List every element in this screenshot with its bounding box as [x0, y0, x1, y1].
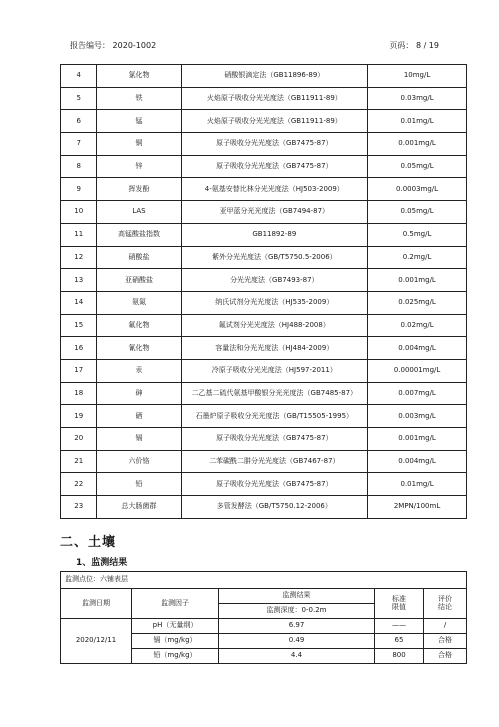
method-row — [61, 110, 467, 133]
detection-limit: 0.025mg/L — [368, 291, 467, 314]
header-factor: 监测因子 — [132, 589, 219, 619]
row-number: 11 — [61, 223, 97, 246]
method-row — [61, 223, 467, 246]
row-number: 4 — [61, 65, 97, 88]
method-name: 容量法和分光光度法（HJ484-2009） — [181, 337, 368, 360]
row-number: 13 — [61, 269, 97, 292]
method-name: GB11892-89 — [181, 223, 368, 246]
method-row — [61, 405, 467, 428]
header-evaluation-line2: 结论 — [438, 602, 452, 611]
soil-row — [61, 619, 467, 634]
method-name: 原子吸收分光光度法（GB7475-87） — [181, 133, 368, 156]
method-name: 氟试剂分光光度法（HJ488-2008） — [181, 314, 368, 337]
method-row — [61, 269, 467, 292]
header-date: 监测日期 — [61, 589, 132, 619]
method-row — [61, 246, 467, 269]
methods-table — [60, 64, 467, 519]
method-row — [61, 65, 467, 88]
method-row — [61, 450, 467, 473]
soil-results-table — [60, 571, 467, 664]
report-number-label: 报告编号： — [70, 41, 110, 50]
soil-header-row — [61, 589, 467, 604]
item-name: 砷 — [97, 382, 181, 405]
report-number — [70, 40, 156, 51]
row-number: 22 — [61, 473, 97, 496]
monitoring-location: 监测点位：六铺表层 — [61, 572, 467, 589]
detection-limit: 0.03mg/L — [368, 87, 467, 110]
method-name: 紫外分光光度法（GB/T5750.5-2006） — [181, 246, 368, 269]
page-number — [389, 40, 439, 51]
method-row — [61, 496, 467, 519]
row-number: 6 — [61, 110, 97, 133]
method-row — [61, 473, 467, 496]
method-name: 分光光度法（GB7493-87） — [181, 269, 368, 292]
method-name: 4-氨基安替比林分光光度法（HJ503-2009） — [181, 178, 368, 201]
method-row — [61, 314, 467, 337]
detection-limit: 0.01mg/L — [368, 110, 467, 133]
method-name: 纳氏试剂分光光度法（HJ535-2009） — [181, 291, 368, 314]
item-name: 高锰酸盐指数 — [97, 223, 181, 246]
method-name: 亚甲蓝分光光度法（GB7494-87） — [181, 201, 368, 224]
row-number: 15 — [61, 314, 97, 337]
item-name: LAS — [97, 201, 181, 224]
detection-limit: 0.003mg/L — [368, 405, 467, 428]
item-name: 硝酸盐 — [97, 246, 181, 269]
detection-limit: 0.2mg/L — [368, 246, 467, 269]
detection-limit: 0.004mg/L — [368, 337, 467, 360]
sample-date: 2020/12/11 — [61, 619, 132, 664]
item-name: 锌 — [97, 155, 181, 178]
subsection-title: 1、监测结果 — [76, 558, 128, 568]
detection-limit: 2MPN/100mL — [368, 496, 467, 519]
item-name: 铅 — [97, 473, 181, 496]
item-name: 总大肠菌群 — [97, 496, 181, 519]
method-row — [61, 359, 467, 382]
soil-location-row — [61, 572, 467, 589]
item-name: 挥发酚 — [97, 178, 181, 201]
limit-cell: —— — [375, 619, 424, 634]
method-row — [61, 87, 467, 110]
method-name: 二苯碳酰二肼分光光度法（GB7467-87） — [181, 450, 368, 473]
row-number: 12 — [61, 246, 97, 269]
detection-limit: 0.001mg/L — [368, 428, 467, 451]
method-name: 冷原子吸收分光光度法（HJ597-2011） — [181, 359, 368, 382]
method-name: 硝酸银滴定法（GB11896-89） — [181, 65, 368, 88]
row-number: 5 — [61, 87, 97, 110]
method-row — [61, 337, 467, 360]
section-title: 二、土壤 — [60, 535, 117, 550]
method-name: 原子吸收分光光度法（GB7475-87） — [181, 155, 368, 178]
item-name: 镉 — [97, 428, 181, 451]
method-row — [61, 382, 467, 405]
page-number-label: 页码： — [389, 41, 414, 50]
detection-limit: 0.001mg/L — [368, 133, 467, 156]
row-number: 7 — [61, 133, 97, 156]
detection-limit: 0.004mg/L — [368, 450, 467, 473]
item-name: 氰化物 — [97, 337, 181, 360]
row-number: 16 — [61, 337, 97, 360]
item-name: 汞 — [97, 359, 181, 382]
header-standard-line2: 限值 — [392, 602, 406, 611]
row-number: 17 — [61, 359, 97, 382]
conclusion-cell: / — [424, 619, 467, 634]
row-number: 23 — [61, 496, 97, 519]
result-cell: 6.97 — [219, 619, 375, 634]
method-row — [61, 428, 467, 451]
method-name: 火焰原子吸收分光光度法（GB11911-89） — [181, 87, 368, 110]
row-number: 18 — [61, 382, 97, 405]
row-number: 9 — [61, 178, 97, 201]
row-number: 14 — [61, 291, 97, 314]
item-name: 铜 — [97, 133, 181, 156]
result-cell: 0.49 — [219, 634, 375, 649]
detection-limit: 0.01mg/L — [368, 473, 467, 496]
conclusion-cell: 合格 — [424, 634, 467, 649]
method-name: 多管发酵法（GB/T5750.12-2006） — [181, 496, 368, 519]
page-number-value: 8 / 19 — [415, 41, 439, 50]
method-name: 原子吸收分光光度法（GB7475-87） — [181, 473, 368, 496]
detection-limit: 0.0003mg/L — [368, 178, 467, 201]
detection-limit: 0.05mg/L — [368, 201, 467, 224]
limit-cell: 65 — [375, 634, 424, 649]
item-name: 氨氮 — [97, 291, 181, 314]
methods-table-body — [61, 65, 467, 519]
detection-limit: 0.007mg/L — [368, 382, 467, 405]
item-name: 亚硝酸盐 — [97, 269, 181, 292]
detection-limit: 0.001mg/L — [368, 269, 467, 292]
report-number-value: 2020-1002 — [112, 41, 157, 50]
limit-cell: 800 — [375, 649, 424, 664]
item-name: 硒 — [97, 405, 181, 428]
method-row — [61, 291, 467, 314]
conclusion-cell: 合格 — [424, 649, 467, 664]
factor-cell: 铅（mg/kg） — [132, 649, 219, 664]
item-name: 氟化物 — [97, 314, 181, 337]
method-row — [61, 178, 467, 201]
method-name: 火焰原子吸收分光光度法（GB11911-89） — [181, 110, 368, 133]
page-header — [70, 40, 439, 52]
item-name: 氯化物 — [97, 65, 181, 88]
header-evaluation-line1: 评价 — [438, 594, 452, 603]
factor-cell: pH（无量纲） — [132, 619, 219, 634]
row-number: 10 — [61, 201, 97, 224]
row-number: 19 — [61, 405, 97, 428]
row-number: 8 — [61, 155, 97, 178]
detection-limit: 0.05mg/L — [368, 155, 467, 178]
method-row — [61, 201, 467, 224]
header-standard — [375, 589, 424, 619]
factor-cell: 镉（mg/kg） — [132, 634, 219, 649]
detection-limit: 10mg/L — [368, 65, 467, 88]
row-number: 21 — [61, 450, 97, 473]
method-name: 石墨炉原子吸收分光光度法（GB/T15505-1995） — [181, 405, 368, 428]
detection-limit: 0.00001mg/L — [368, 359, 467, 382]
header-result: 监测结果 — [219, 589, 375, 604]
item-name: 六价铬 — [97, 450, 181, 473]
row-number: 20 — [61, 428, 97, 451]
detection-limit: 0.02mg/L — [368, 314, 467, 337]
method-name: 原子吸收分光光度法（GB7475-87） — [181, 428, 368, 451]
header-depth: 监测深度：0-0.2m — [219, 604, 375, 619]
method-row — [61, 133, 467, 156]
header-evaluation — [424, 589, 467, 619]
result-cell: 4.4 — [219, 649, 375, 664]
item-name: 锰 — [97, 110, 181, 133]
item-name: 铁 — [97, 87, 181, 110]
header-standard-line1: 标准 — [392, 594, 406, 603]
detection-limit: 0.5mg/L — [368, 223, 467, 246]
method-row — [61, 155, 467, 178]
method-name: 二乙基二硫代氨基甲酸银分光光度法（GB7485-87） — [181, 382, 368, 405]
